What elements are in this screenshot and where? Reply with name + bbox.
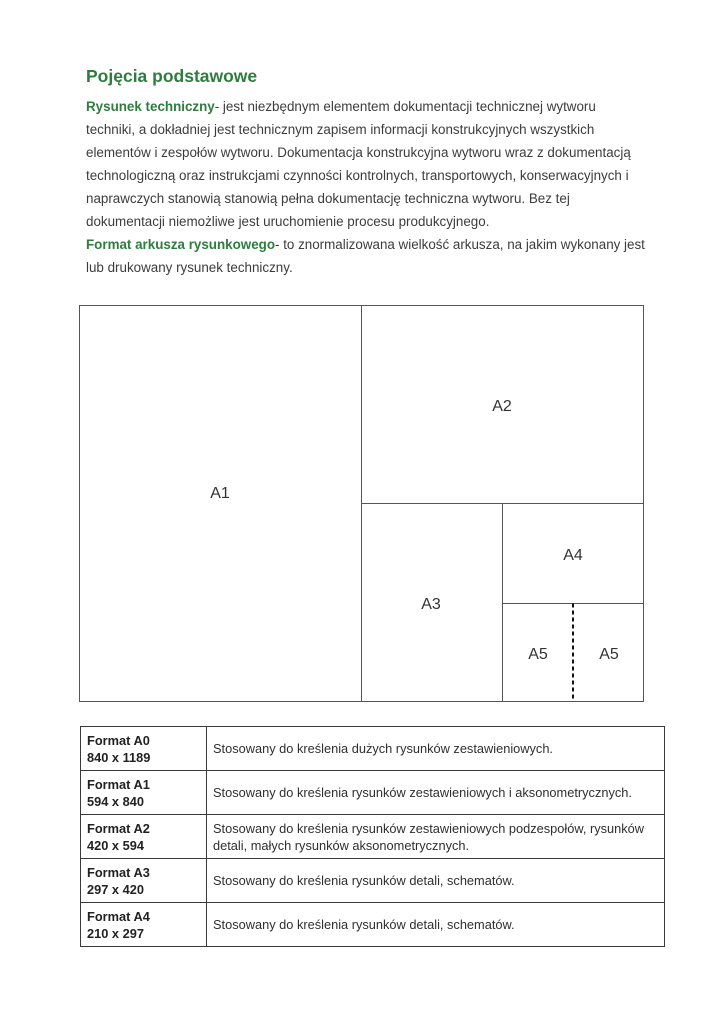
format-name: Format A0 [87, 732, 150, 748]
page-title: Pojęcia podstawowe [86, 66, 258, 86]
format-name-cell [81, 771, 207, 815]
label-a5-left: A5 [528, 646, 548, 663]
term-rysunek-techniczny: Rysunek techniczny [86, 99, 215, 114]
format-name-cell [81, 903, 207, 947]
format-size: 297 x 420 [87, 881, 144, 897]
table-row [81, 771, 665, 815]
format-description: Stosowany do kreślenia rysunków zestawieniowych i aksonometrycznych. [207, 771, 665, 815]
format-name: Format A1 [87, 776, 150, 792]
label-a2: A2 [492, 398, 512, 415]
table-row [81, 727, 665, 771]
format-description: Stosowany do kreślenia rysunków zestawieniowych podzespołów, rysunków detali, małych rysunków aksonometrycznych. [207, 815, 665, 859]
format-size: 420 x 594 [87, 837, 144, 853]
format-description: Stosowany do kreślenia rysunków detali, schematów. [207, 903, 665, 947]
table-row [81, 903, 665, 947]
paper-format-diagram [79, 305, 644, 702]
format-name: Format A3 [87, 864, 150, 880]
term-format-arkusza: Format arkusza rysunkowego [86, 237, 276, 252]
label-a4: A4 [563, 547, 583, 564]
format-size: 594 x 840 [87, 793, 144, 809]
label-a3: A3 [421, 596, 441, 613]
label-a5-right: A5 [599, 646, 619, 663]
format-name: Format A2 [87, 820, 150, 836]
format-description: Stosowany do kreślenia dużych rysunków zestawieniowych. [207, 727, 665, 771]
table-row [81, 815, 665, 859]
format-size: 840 x 1189 [87, 749, 151, 765]
label-a1: A1 [210, 485, 230, 502]
intro-text [86, 95, 646, 279]
format-name: Format A4 [87, 908, 150, 924]
definition-rysunek-techniczny: - jest niezbędnym elementem dokumentacji technicznej wytworu techniki, a dokładniej jest technicznym zapisem informacji konstrukcyjnych wszystkich elementów i zespołów wytworu. Dokumentacja konstrukcyjna wytworu wraz z dokumentacją technologiczną oraz instrukcjami czynności kontrolnych, transportowych, konserwacyjnych i naprawczych stanowią stanowią pełna dokumentację techniczna wytworu. Bez tej dokumentacji niemożliwe jest uruchomienie procesu produkcyjnego. [86, 99, 631, 229]
format-name-cell [81, 815, 207, 859]
format-name-cell [81, 859, 207, 903]
definition-format-arkusza: - to znormalizowana wielkość arkusza, na jakim wykonany jest lub drukowany rysunek techniczny. [86, 237, 645, 275]
formats-table [80, 726, 665, 947]
format-name-cell [81, 727, 207, 771]
format-size: 210 x 297 [87, 925, 144, 941]
format-description: Stosowany do kreślenia rysunków detali, schematów. [207, 859, 665, 903]
table-row [81, 859, 665, 903]
